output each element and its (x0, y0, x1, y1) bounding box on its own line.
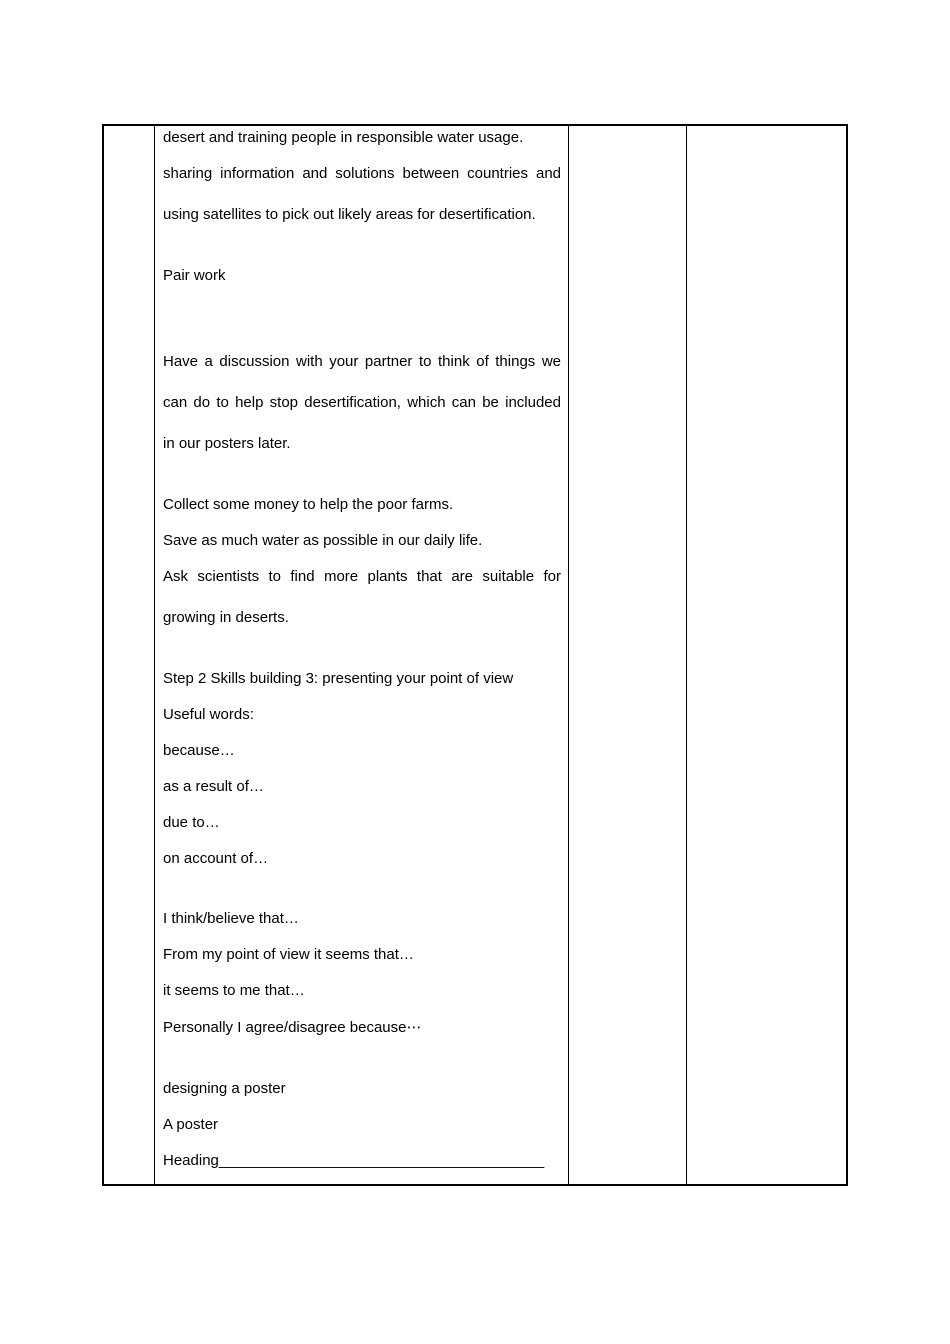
column-divider (568, 126, 569, 1184)
text-line: Personally I agree/disagree because⋯ (163, 1019, 422, 1036)
text-line: Step 2 Skills building 3: presenting your point of view (163, 670, 514, 687)
text-line: Have a discussion with your partner to think of things we (163, 353, 561, 370)
text-line: Save as much water as possible in our daily life. (163, 532, 483, 549)
text-line: because… (163, 742, 235, 759)
text-line: Useful words: (163, 706, 254, 723)
text-line: sharing information and solutions between countries and (163, 165, 561, 182)
text-line: From my point of view it seems that… (163, 946, 414, 963)
text-line: it seems to me that… (163, 982, 305, 999)
text-line: due to… (163, 814, 220, 831)
text-line: can do to help stop desertification, which can be included (163, 394, 561, 411)
column-divider (686, 126, 687, 1184)
lesson-plan-table (102, 124, 848, 1186)
text-line: Pair work (163, 267, 226, 284)
text-line: in our posters later. (163, 435, 291, 452)
text-line: growing in deserts. (163, 609, 289, 626)
text-line: Ask scientists to find more plants that are suitable for (163, 568, 561, 585)
text-line: as a result of… (163, 778, 264, 795)
text-line: A poster (163, 1116, 219, 1133)
text-line: on account of… (163, 850, 269, 867)
text-line: I think/believe that… (163, 910, 299, 927)
text-line: desert and training people in responsible water usage. (163, 129, 524, 146)
text-line: Heading_______________________________________ (163, 1152, 545, 1169)
text-line: using satellites to pick out likely areas for desertification. (163, 206, 536, 223)
text-line: Collect some money to help the poor farms. (163, 496, 454, 513)
column-divider (154, 126, 155, 1184)
text-line: designing a poster (163, 1080, 286, 1097)
